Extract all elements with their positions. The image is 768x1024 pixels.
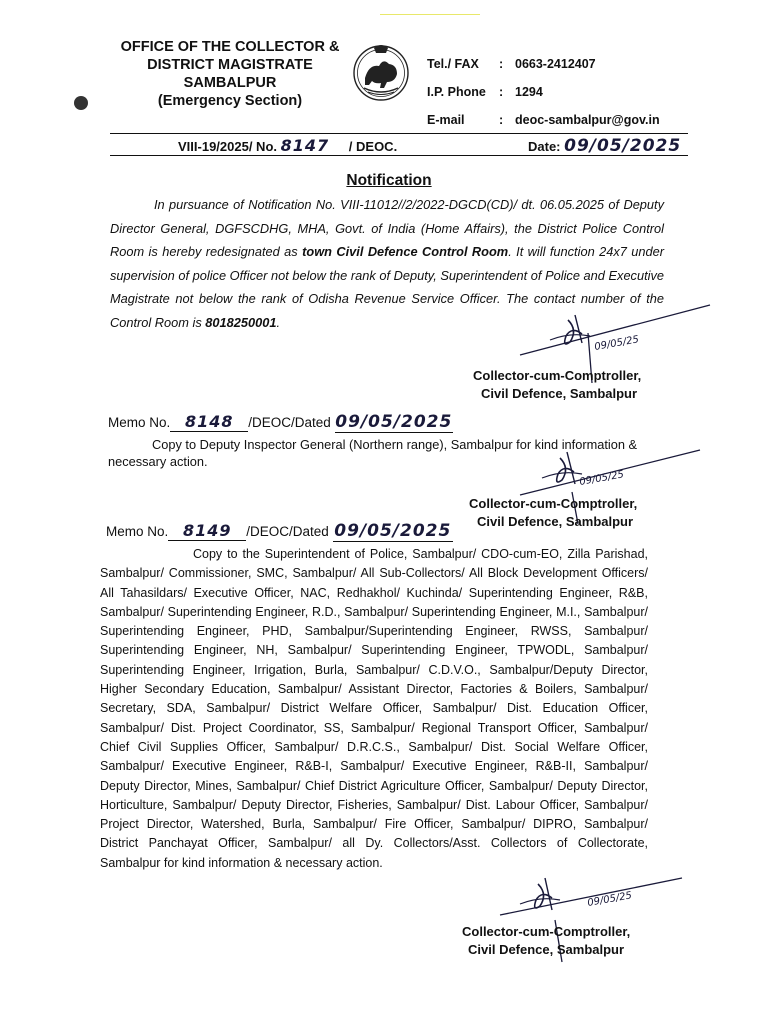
memo-2-body	[100, 545, 648, 873]
signature-date: 09/05/25	[586, 890, 633, 909]
handwritten-number: 8147	[280, 136, 330, 155]
signature-date: 09/05/25	[593, 334, 640, 353]
body-bold: town Civil Defence Control Room	[302, 244, 509, 259]
contact-label: I.P. Phone	[427, 85, 486, 99]
handwritten-memo-number: 8149	[183, 521, 232, 540]
memo-mid: /DEOC/Dated	[248, 415, 331, 430]
control-room-phone: 8018250001	[205, 314, 277, 330]
handwritten-memo-number: 8148	[185, 412, 234, 431]
memo-text: Copy to the Superintendent of Police, Sambalpur/ CDO-cum-EO, Zilla Parishad, Sambalpur/ Commissioner, SMC, Sambalpur/ All Sub-Collectors/ All Block Development Officers/ All Tahasildars/ Executive Officer, NAC, Redhakhol/ Kuchinda/ Superintending Engineer, R&B, Sambalpur/ Superintending Engineer, R.D., Sambalpur/ Superintending Engineer, M.I., Sambalpur/ Superintending Engineer, PHD, Sambalpur/Superintending Engineer, RWSS, Sambalpur/ Superintending Engineer, NH, Sambalpur/ Superintending Engineer, TPWODL, Sambalpur/ Superintending Engineer, Irrigation, Burla, Sambalpur/ C.D.V.O., Sambalpur/Deputy Director, Higher Secondary Education, Sambalpur/ Assistant Director, Factories & Boilers, Sambalpur/ Secretary, SDA, Sambalpur/ District Welfare Officer, Sambalpur/ Dist. Education Officer, Sambalpur/ Dist. Project Coordinator, SS, Sambalpur/ Regional Transport Officer, Sambalpur/ Chief Civil Supplies Officer, Sambalpur/ D.R.C.S., Sambalpur/ Dist. Social Welfare Officer, Sambalpur/ Executive Engineer, R&B-I, Sambalpur/ Executive Engineer, R&B-II, Sambalpur/ Deputy Director, Mines, Sambalpur/ Chief District Agriculture Officer, Sambalpur/ Deputy Director, Horticulture, Sambalpur/ Deputy Director, Fisheries, Sambalpur/ Dist. Labour Officer, Sambalpur/ Project Director, Watershed, Burla, Sambalpur/ Fire Officer, Sambalpur/ DIPRO, Sambalpur/ District Panchayat Officer, Sambalpur/ all Dy. Collectors/Asst. Collectors of Collectorate, Sambalpur for kind information & necessary action.	[100, 547, 648, 870]
contact-row	[427, 78, 660, 106]
colon: :	[499, 113, 504, 127]
date-label: Date:	[528, 139, 561, 154]
memo-line-1	[108, 412, 453, 433]
scan-mark	[380, 14, 480, 15]
body-text: . It will function 24x7 under supervision of police Officer not below the rank of Deputy, Superintendent of Police and Executive Magistrate not below the rank of Odisha Revenue Service Officer. The contact number of the Control Room is	[110, 244, 665, 330]
contact-value: deoc-sambalpur@gov.in	[515, 113, 660, 127]
signatory-dept: Civil Defence, Sambalpur	[481, 386, 638, 401]
header-rule	[110, 133, 688, 134]
contact-row	[427, 50, 660, 78]
office-line: SAMBALPUR	[183, 75, 277, 91]
signature-block	[473, 367, 641, 403]
contact-row	[427, 106, 660, 134]
signatory-title: Collector-cum-Comptroller,	[462, 924, 631, 939]
signature-date: 09/05/25	[578, 469, 625, 488]
punch-hole	[74, 96, 88, 110]
body-text: In pursuance of Notification No. VIII-11012//2/2022-DGCD(CD)/ dt. 06.05.2025 of Deputy Director General, DGFSCDHG, MHA, Govt. of India (Home Affairs), the District Police Control Room is hereby redesignated as	[110, 197, 664, 259]
memo-prefix: Memo No.	[106, 524, 169, 539]
handwritten-date: 09/05/2025	[564, 136, 682, 156]
office-line: DISTRICT MAGISTRATE	[147, 57, 313, 73]
reference-prefix: VIII-19/2025/ No.	[178, 139, 277, 154]
signature-block	[462, 923, 630, 959]
handwritten-memo-date: 09/05/2025	[335, 412, 453, 432]
office-line: (Emergency Section)	[157, 93, 303, 109]
office-line: OFFICE OF THE COLLECTOR &	[120, 39, 340, 55]
reference-line	[178, 136, 397, 155]
body-text: .	[276, 314, 281, 330]
colon: :	[499, 85, 504, 99]
signatory-title: Collector-cum-Comptroller,	[473, 368, 642, 383]
contact-value: 0663-2412407	[515, 57, 596, 71]
office-heading	[100, 38, 360, 110]
signatory-dept: Civil Defence, Sambalpur	[468, 942, 625, 957]
contact-label: E-mail	[427, 113, 465, 127]
colon: :	[499, 57, 504, 71]
signatory-dept: Civil Defence, Sambalpur	[477, 514, 634, 529]
contact-block	[427, 50, 660, 134]
memo-mid: /DEOC/Dated	[246, 524, 329, 539]
memo-prefix: Memo No.	[108, 415, 171, 430]
signatory-title: Collector-cum-Comptroller,	[469, 496, 638, 511]
state-emblem-icon	[350, 40, 412, 102]
date-line	[528, 136, 681, 156]
contact-label: Tel./ FAX	[427, 57, 479, 71]
memo-line-2	[106, 521, 453, 542]
handwritten-memo-date: 09/05/2025	[334, 521, 452, 541]
reference-suffix: / DEOC.	[348, 139, 398, 154]
notification-title: Notification	[346, 172, 432, 189]
contact-value: 1294	[515, 85, 543, 99]
signature-block	[469, 495, 637, 531]
memo-text: Copy to Deputy Inspector General (Northern range), Sambalpur for kind information & necessary action.	[108, 437, 638, 469]
